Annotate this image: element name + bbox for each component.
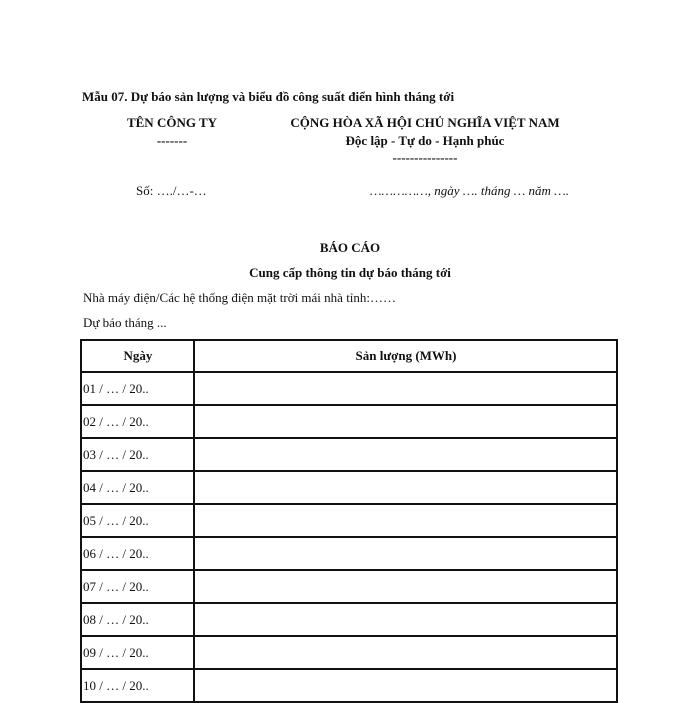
date-cell: 02 / … / 20.. [81, 405, 194, 438]
table-row [81, 669, 617, 702]
document-number: Số: …./…-… [136, 183, 207, 198]
table-row [81, 603, 617, 636]
plant-line: Nhà máy điện/Các hệ thống điện mặt trời mái nhà tỉnh:…… [83, 290, 397, 305]
table-row [81, 372, 617, 405]
company-divider: ------- [156, 133, 188, 148]
date-cell: 03 / … / 20.. [81, 438, 194, 471]
output-cell[interactable] [194, 669, 617, 702]
output-cell[interactable] [194, 438, 617, 471]
date-cell: 04 / … / 20.. [81, 471, 194, 504]
output-cell[interactable] [194, 603, 617, 636]
report-subheading: Cung cấp thông tin dự báo tháng tới [249, 265, 451, 280]
table-row [81, 570, 617, 603]
table-row [81, 438, 617, 471]
output-cell[interactable] [194, 537, 617, 570]
date-cell: 10 / … / 20.. [81, 669, 194, 702]
motto-divider: --------------- [392, 150, 458, 165]
date-cell: 09 / … / 20.. [81, 636, 194, 669]
output-cell[interactable] [194, 570, 617, 603]
output-cell[interactable] [194, 471, 617, 504]
output-cell[interactable] [194, 636, 617, 669]
column-header-output: Sản lượng (MWh) [194, 340, 617, 372]
table-header-row [81, 340, 617, 372]
table-row [81, 405, 617, 438]
company-name: TÊN CÔNG TY [126, 115, 218, 130]
forecast-table [80, 339, 618, 703]
forecast-month: Dự báo tháng ... [83, 315, 167, 330]
date-cell: 08 / … / 20.. [81, 603, 194, 636]
table-row [81, 504, 617, 537]
country-name: CỘNG HÒA XÃ HỘI CHỦ NGHĨA VIỆT NAM [290, 115, 560, 130]
column-header-date: Ngày [81, 340, 194, 372]
date-cell: 07 / … / 20.. [81, 570, 194, 603]
report-heading: BÁO CÁO [319, 240, 381, 255]
output-cell[interactable] [194, 372, 617, 405]
table-row [81, 537, 617, 570]
date-cell: 06 / … / 20.. [81, 537, 194, 570]
date-cell: 01 / … / 20.. [81, 372, 194, 405]
form-title: Mẫu 07. Dự báo sản lượng và biểu đồ công suất điển hình tháng tới [82, 89, 455, 104]
output-cell[interactable] [194, 405, 617, 438]
table-row [81, 471, 617, 504]
table-row [81, 636, 617, 669]
output-cell[interactable] [194, 504, 617, 537]
date-line: ……………, ngày …. tháng … năm …. [370, 183, 569, 198]
date-cell: 05 / … / 20.. [81, 504, 194, 537]
national-motto: Độc lập - Tự do - Hạnh phúc [345, 133, 505, 148]
